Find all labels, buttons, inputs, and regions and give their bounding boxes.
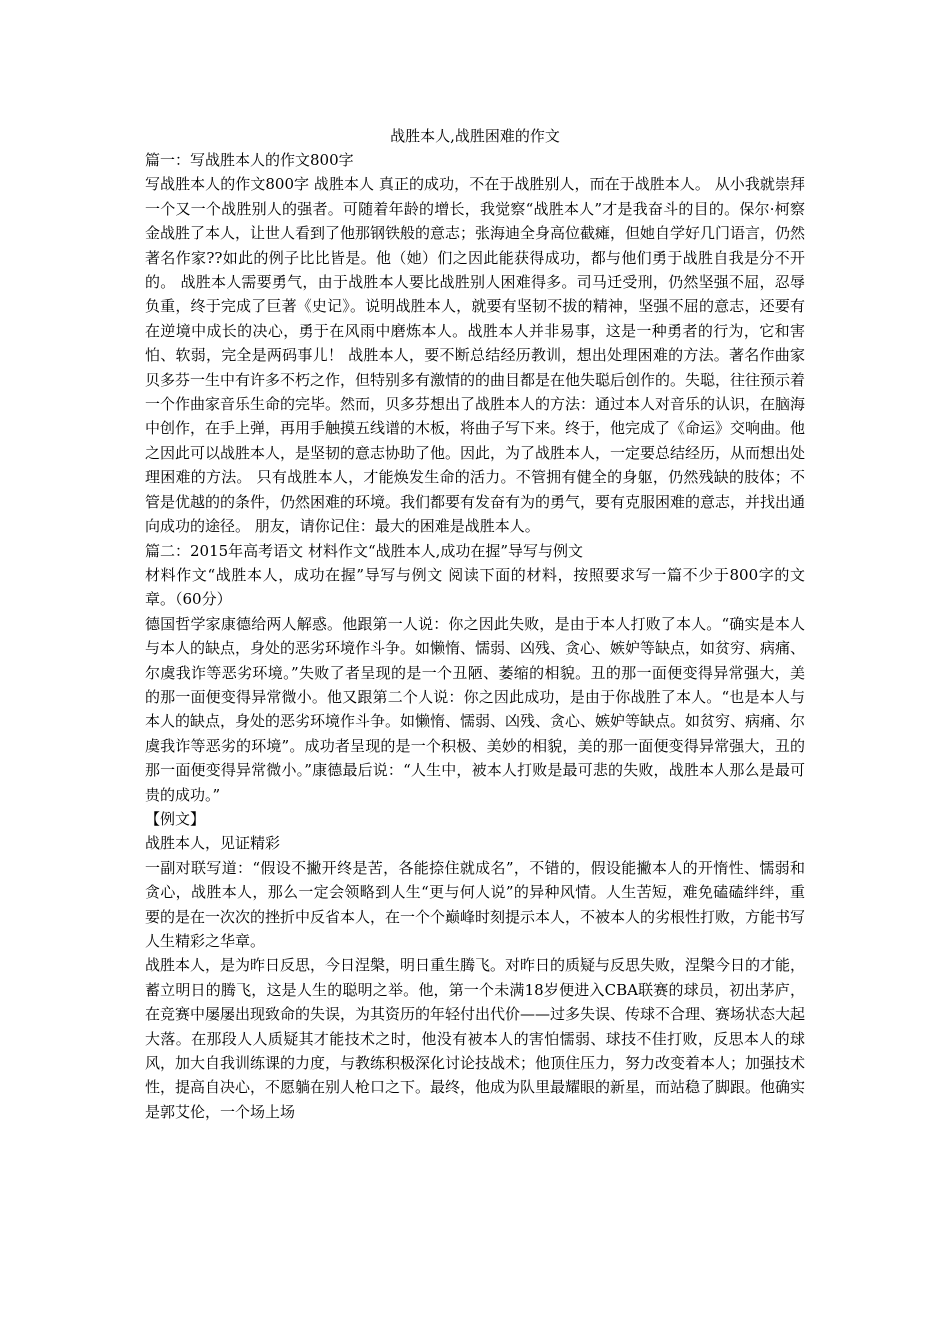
document-page — [145, 124, 805, 1124]
paragraph-heading-part-one: 篇一：写战胜本人的作文800字 — [145, 151, 354, 169]
paragraph-material-prompt: 材料作文“战胜本人，成功在握”导写与例文 阅读下面的材料，按照要求写一篇不少于800字的文章。（60分） — [145, 565, 805, 609]
paragraph-example-body-1: 一副对联写道：“假设不撇开终是苦，各能捺住就成名”，不错的，假设能撇本人的开惰性、懦弱和贪心，战胜本人，那么一定会领略到人生“更与何人说”的异种风情。人生苦短，难免磕磕绊绊，重要的是在一次次的挫折中反省本人，在一个个巅峰时刻提示本人，不被本人的劣根性打败，方能书写人生精彩之华章。 — [145, 858, 806, 950]
paragraph-heading-part-two: 篇二：2015年高考语文 材料作文“战胜本人,成功在握”导写与例文 — [145, 541, 584, 560]
paragraph-example-label: 【例文】 — [145, 809, 206, 828]
paragraph-kant-material: 德国哲学家康德给两人解惑。他跟第一人说：你之因此失败，是由于本人打败了本人。“确实是本人与本人的缺点，身处的恶劣环境作斗争。如懒惰、懦弱、凶残、贪心、嫉妒等缺点，如贫穷、病痛、尔虞我诈等恶劣环境。”失败了者呈现的是一个丑陋、萎缩的相貌。丑的那一面便变得异常强大，美的那一面便变得异常微小。他又跟第二个人说：你之因此成功，是由于你战胜了本人。“也是本人与本人的缺点，身处的恶劣环境作斗争。如懒惰、懦弱、凶残、贪心、嫉妒等缺点。如贫穷、病痛、尔虞我诈等恶劣的环境”。成功者呈现的是一个积极、美妙的相貌，美的那一面便变得异常强大，丑的那一面便变得异常微小。”康德最后说：“人生中，被本人打败是最可悲的失败，战胜本人那么是最可贵的成功。” — [145, 614, 806, 804]
document-title: 战胜本人,战胜困难的作文 — [390, 127, 560, 145]
paragraph-essay-one: 写战胜本人的作文800字 战胜本人 真正的成功，不在于战胜别人，而在于战胜本人。 从小我就崇拜一个又一个战胜别人的强者。可随着年龄的增长，我觉察“战胜本人”才是我奋斗的目的。保尔·柯察金战胜了本人，让世人看到了他那钢铁般的意志；张海迪全身高位截瘫，但她自学好几门语言，仍然著名作家??如此的例子比比皆是。他（她）们之因此能获得成功，都与他们勇于战胜自我是分不开的。 战胜本人需要勇气，由于战胜本人要比战胜别人困难得多。司马迁受刑，仍然坚强不屈，忍辱负重，终于完成了巨著《史记》。说明战胜本人，就要有坚韧不拔的精神，坚强不屈的意志，还要有在逆境中成长的决心，勇于在风雨中磨炼本人。战胜本人并非易事，这是一种勇者的行为，它和害怕、软弱，完全是两码事儿！ 战胜本人，要不断总结经历教训，想出处理困难的方法。著名作曲家贝多芬一生中有许多不朽之作，但特别多有激情的的曲目都是在他失聪后创作的。失聪，往往预示着一个作曲家音乐生命的完毕。然而，贝多芬想出了战胜本人的方法：通过本人对音乐的认识，在脑海中创作，在手上弹，再用手触摸五线谱的木板，将曲子写下来。终于，他完成了《命运》交响曲。他之因此可以战胜本人，是坚韧的意志协助了他。因此，为了战胜本人，一定要总结经历，从而想出处理困难的方法。 只有战胜本人，才能焕发生命的活力。不管拥有健全的身躯，仍然残缺的肢体；不管是优越的的条件，仍然困难的环境。我们都要有发奋有为的勇气，要有克服困难的意志，并找出通向成功的途径。 朋友，请你记住：最大的困难是战胜本人。 — [145, 175, 806, 536]
paragraph-example-title: 战胜本人，见证精彩 — [145, 834, 281, 853]
paragraph-example-body-2: 战胜本人，是为昨日反思，今日涅槃，明日重生腾飞。对昨日的质疑与反思失败，涅槃今日的才能，蓄立明日的腾飞，这是人生的聪明之举。他，第一个未满18岁便进入CBA联赛的球员，初出茅庐，在竞赛中屡屡出现致命的失误，为其资历的年轻付出代价——过多失误、传球不合理、赛场状态大起大落。在那段人人质疑其才能技术之时，他没有被本人的害怕懦弱、球技不佳打败，反思本人的球风，加大自我训练课的力度，与教练积极深化讨论技战术；他顶住压力，努力改变着本人；加强技术性，提高自决心，不愿躺在别人枪口之下。最终，他成为队里最耀眼的新星，而站稳了脚跟。他确实是郭艾伦，一个场上场 — [145, 956, 806, 1121]
